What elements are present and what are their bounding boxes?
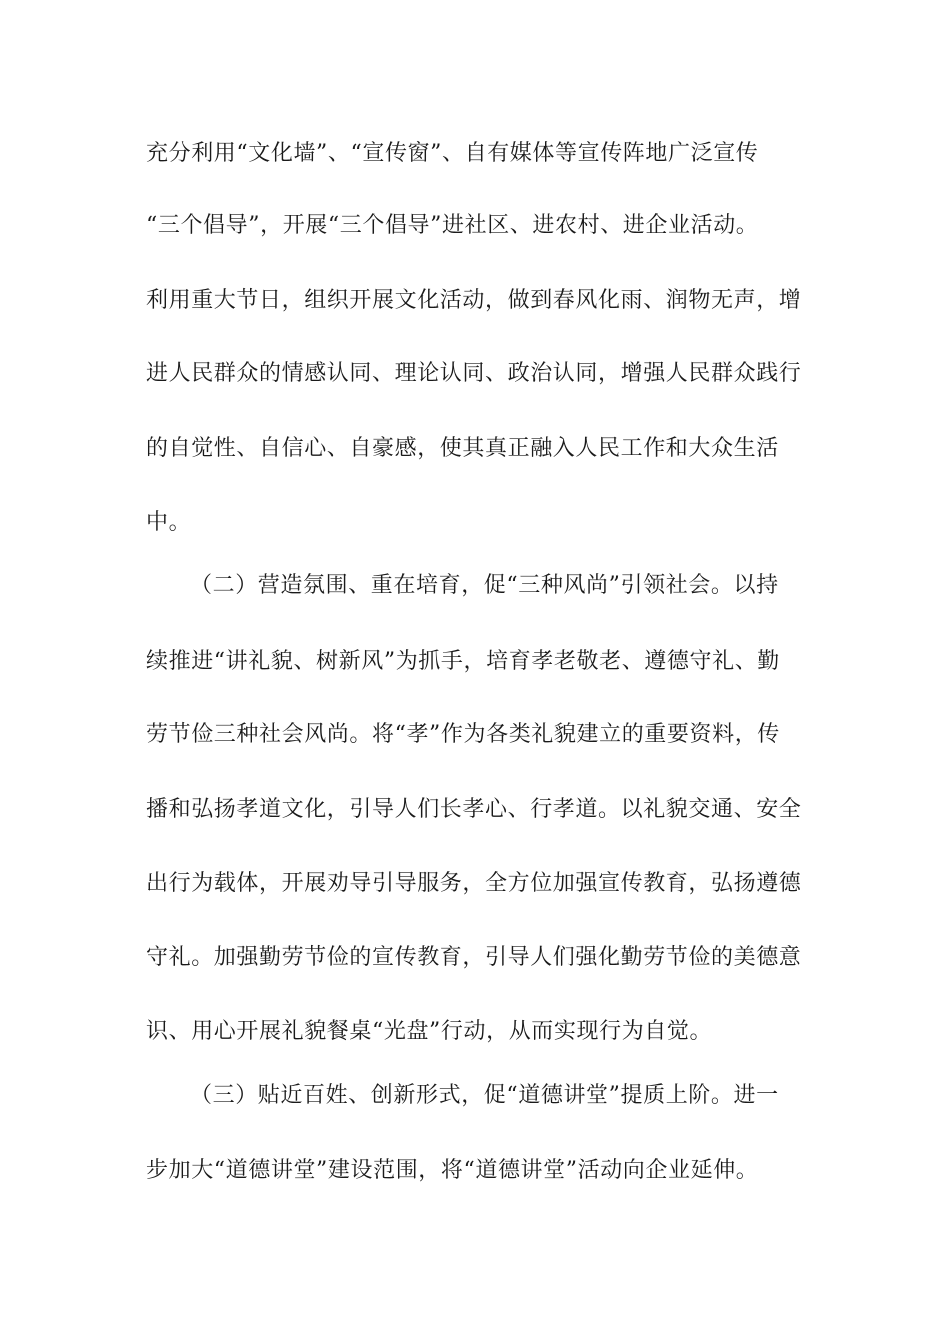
section-heading-line: （三）贴近百姓、创新形式，促“道德讲堂”提质上阶。进一 [190,1083,779,1108]
paragraph-line: 充分利用“文化墙”、“宣传窗”、自有媒体等宣传阵地广泛宣传 [146,141,759,166]
paragraph-line: 中。 [146,510,192,535]
paragraph-line: 出行为载体，开展劝导引导服务，全方位加强宣传教育，弘扬遵德 [146,871,802,896]
paragraph-line: 守礼。加强勤劳节俭的宣传教育，引导人们强化勤劳节俭的美德意 [146,945,802,970]
paragraph-line: 的自觉性、自信心、自豪感，使其真正融入人民工作和大众生活 [146,436,779,461]
paragraph-line: 步加大“道德讲堂”建设范围，将“道德讲堂”活动向企业延伸。 [146,1158,759,1183]
paragraph-line: 续推进“讲礼貌、树新风”为抓手，培育孝老敬老、遵德守礼、勤 [146,649,780,674]
paragraph-line: 识、用心开展礼貌餐桌“光盘”行动，从而实现行为自觉。 [146,1019,713,1044]
paragraph-line: 播和弘扬孝道文化，引导人们长孝心、行孝道。以礼貌交通、安全 [146,797,802,822]
paragraph-line: 进人民群众的情感认同、理论认同、政治认同，增强人民群众践行 [146,361,802,386]
section-heading-line: （二）营造氛围、重在培育，促“三种风尚”引领社会。以持 [190,573,779,598]
paragraph-line: 劳节俭三种社会风尚。将“孝”作为各类礼貌建立的重要资料，传 [146,722,780,747]
paragraph-line: 利用重大节日，组织开展文化活动，做到春风化雨、润物无声，增 [146,288,802,313]
paragraph-line: “三个倡导”，开展“三个倡导”进社区、进农村、进企业活动。 [146,213,759,238]
